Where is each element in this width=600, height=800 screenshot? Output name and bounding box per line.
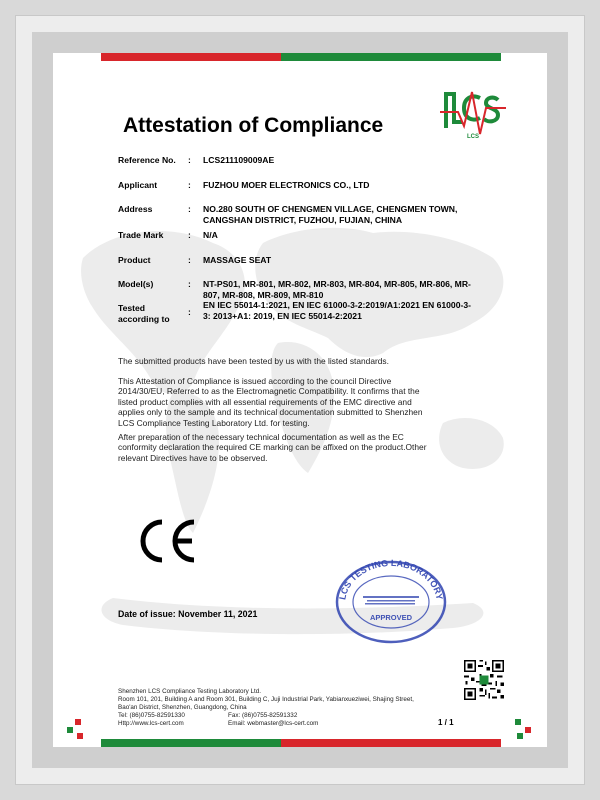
- field-colon: :: [188, 230, 191, 240]
- approval-stamp: [333, 556, 449, 644]
- footer-website-link[interactable]: Http://www.lcs-cert.com: [118, 720, 184, 727]
- ce-mark: [134, 518, 198, 564]
- field-value-reference: LCS211109009AE: [203, 155, 275, 165]
- corner-squares-right: [511, 719, 535, 743]
- field-label-applicant: Applicant: [118, 180, 158, 190]
- bottom-green-bar: [101, 739, 281, 747]
- qr-code[interactable]: [462, 658, 506, 702]
- field-colon: :: [188, 155, 191, 165]
- lcs-logo: [440, 88, 506, 140]
- bottom-red-bar: [281, 739, 501, 747]
- top-green-bar: [281, 53, 501, 61]
- field-colon: :: [188, 307, 191, 317]
- field-value-trademark: N/A: [203, 230, 218, 240]
- field-colon: :: [188, 279, 191, 289]
- stamp-bottom-text: APPROVED: [369, 613, 413, 622]
- paragraph-attestation: This Attestation of Compliance is issued according to the council Directive 2014/30/EU, Referred to as the Electromagnetic Compatibility. It confirms that the listed product complies with all essential requirements of the EMC directive and applies only to the sample and its technical documentation submitted to Shenzhen LCS Compliance Testing Laboratory Ltd. for testing.: [118, 376, 423, 428]
- logo-text: LCS: [467, 134, 479, 140]
- field-label-models: Model(s): [118, 279, 154, 289]
- field-colon: :: [188, 255, 191, 265]
- field-value-applicant: FUZHOU MOER ELECTRONICS CO., LTD: [203, 180, 370, 190]
- field-label-reference: Reference No.: [118, 155, 176, 165]
- footer-company: Shenzhen LCS Compliance Testing Laboratory Ltd.: [118, 688, 262, 695]
- field-colon: :: [188, 204, 191, 214]
- paragraph-tested-statement: The submitted products have been tested by us with the listed standards.: [118, 356, 389, 366]
- page-title: Attestation of Compliance: [123, 114, 384, 137]
- page-number: 1 / 1: [438, 718, 454, 727]
- svg-text:LCS TESTING LABORATORY: [337, 558, 444, 601]
- footer-address-line-2: Bao'an District, Shenzhen, Guangdong, China: [118, 704, 247, 711]
- footer-email-link[interactable]: Email: webmaster@lcs-cert.com: [228, 720, 319, 727]
- field-value-standards: EN IEC 55014-1:2021, EN IEC 61000-3-2:2019/A1:2021 EN 61000-3-3: 2013+A1: 2019, EN IEC 55014-2:2021: [203, 300, 471, 321]
- field-label-product: Product: [118, 255, 151, 265]
- field-value-address: NO.280 SOUTH OF CHENGMEN VILLAGE, CHENGMEN TOWN, CANGSHAN DISTRICT, FUZHOU, FUJIAN, CHINA: [203, 204, 458, 225]
- paragraph-ce-marking: After preparation of the necessary technical documentation as well as the EC conformity declaration the required CE marking can be affixed on the product.Other relevant Directives have to be observed.: [118, 432, 427, 463]
- stamp-top-text: LCS TESTING LABORATORY: [337, 557, 445, 601]
- field-colon: :: [188, 180, 191, 190]
- field-value-product: MASSAGE SEAT: [203, 255, 272, 265]
- corner-squares-left: [67, 719, 91, 743]
- field-label-address: Address: [118, 204, 153, 214]
- footer-fax: Fax: (86)0755-82591332: [228, 712, 298, 719]
- footer-address-line-1: Room 101, 201, Building A and Room 301, Building C, Juji Industrial Park, Yabianxueziwei, Shajing Street,: [118, 696, 414, 703]
- field-value-models: NT-PS01, MR-801, MR-802, MR-803, MR-804, MR-805, MR-806, MR-807, MR-808, MR-809, MR-810: [203, 279, 471, 300]
- top-red-bar: [101, 53, 281, 61]
- date-of-issue: Date of issue: November 11, 2021: [118, 609, 258, 619]
- footer-tel: Tel: (86)0755-82591330: [118, 712, 185, 719]
- field-label-tested: Tested according to: [118, 303, 170, 324]
- field-label-trademark: Trade Mark: [118, 230, 164, 240]
